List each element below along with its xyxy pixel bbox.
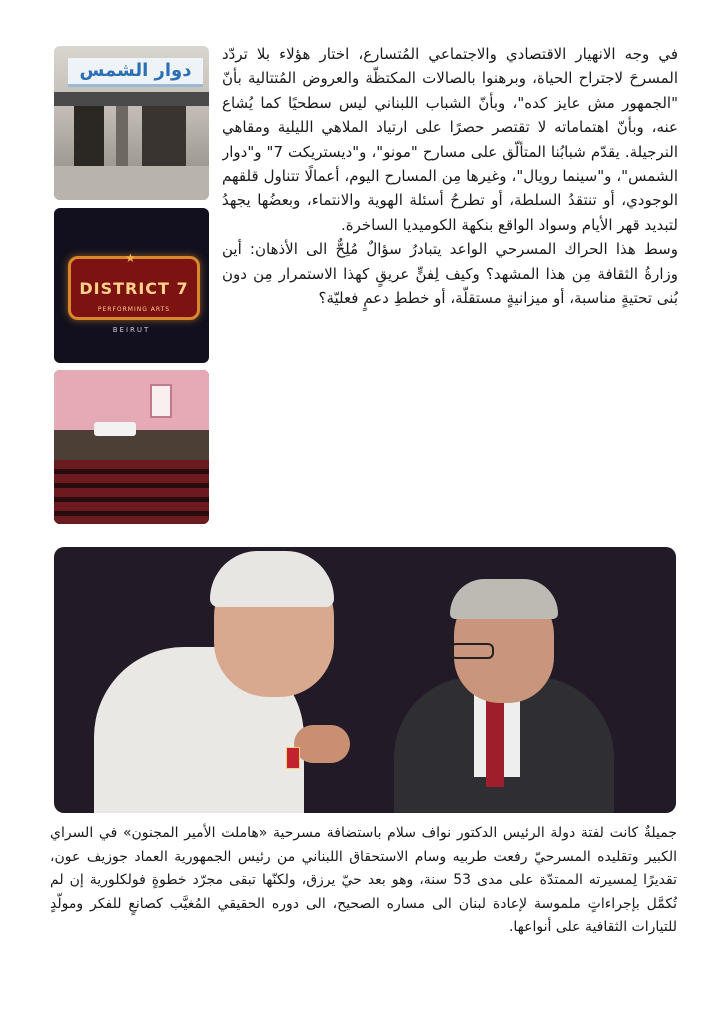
district7-marquee (68, 251, 200, 320)
stage-couch (94, 422, 136, 436)
facade-entrance (142, 106, 186, 166)
article-body (222, 42, 678, 532)
theatre-stage-photo (54, 370, 209, 524)
audience-seats (54, 460, 209, 524)
article-paragraph-1: في وجه الانهيار الاقتصادي والاجتماعي المُتسارع، اختار هؤلاء بلا تردّد المسرحَ لاجتراح الحياة، وبرهنوا بالصالات المكتظّة والعروض المُتتالية بأنّ "الجمهور مش عايز كده"، وبأنّ الشباب اللبناني ليس سطحيًا كما يُشاع عنه، وبأنّ اهتماماته لا تقتصر حصرًا على ارتياد الملاهي الليلية ومقاهي النرجيلة. يقدّم شبابُنا المتألّق على مسارح "مونو"، و"ديستريكت 7" و"دوار الشمس"، و"سينما رويال"، وغيرها مِن المسارح اليوم، أعمالًا تتناول قلقهم الوجودي، أو تنتقدُ السلطة، أو تطرحُ أسئلة الهوية والانتماء، وبعضُها يجهدُ لتبديد قهر الأيام وسواد الواقع بنكهة الكوميديا الساخرة. (222, 45, 678, 234)
facade-door (74, 106, 104, 166)
official-tie (486, 697, 504, 787)
stage-window (150, 384, 172, 418)
district7-subtitle: PERFORMING ARTS (97, 306, 171, 313)
district7-title: DISTRICT 7 (79, 278, 189, 298)
caption-text: جميلةٌ كانت لفتة دولة الرئيس الدكتور نواف سلام باستضافة مسرحية «هاملت الأمير المجنون» في السراي الكبير وتقليده المسرحيّ رفعت طربيه وسام الاستحقاق اللبناني من رئيس الجمهورية العماد جوزيف عون، تقديرًا لِمسيرته الممتدّة على مدى 53 سنة، وهو بعد حيّ يرزق، ولكنّها تبقى مجرّد خطوةٍ فولكلورية إن لم تُكمَّل بإجراءاتٍ ملموسة لإعادة لبنان الى مساره الصحيح، الى دوره الحقيقي المُغيَّب كصانعٍ للفكر ومولّدٍ للتيارات الثقافية على أنواعها. (50, 825, 677, 935)
facade-sign: دوار الشمس (68, 58, 203, 87)
facade-ground (54, 166, 209, 200)
photo-caption (50, 822, 677, 982)
official-hair (450, 579, 558, 619)
star-icon: ★ (125, 251, 136, 265)
honoree-hair (210, 551, 334, 607)
stage-backdrop (54, 370, 209, 430)
glasses-icon (450, 643, 494, 659)
district7-logo-photo (54, 208, 209, 363)
medal-icon (286, 747, 300, 769)
medal-ceremony-photo (54, 547, 676, 813)
theatre-facade-photo (54, 46, 209, 200)
official-hand (294, 725, 350, 763)
article-paragraph-2: وسط هذا الحراك المسرحي الواعد يتبادرُ سؤالٌ مُلِحٌّ الى الأذهان: أين وزارةُ الثقافة مِن هذا المشهد؟ وكيف لِفنٍّ عريقٍ كهذا الاستمرار مِن دون بُنى تحتيةٍ مناسبة، أو ميزانيةٍ مستقلّة، أو خططِ دعمٍ فعليّة؟ (222, 240, 678, 308)
facade-canopy (54, 92, 209, 106)
district7-city: BEIRUT (112, 326, 151, 334)
